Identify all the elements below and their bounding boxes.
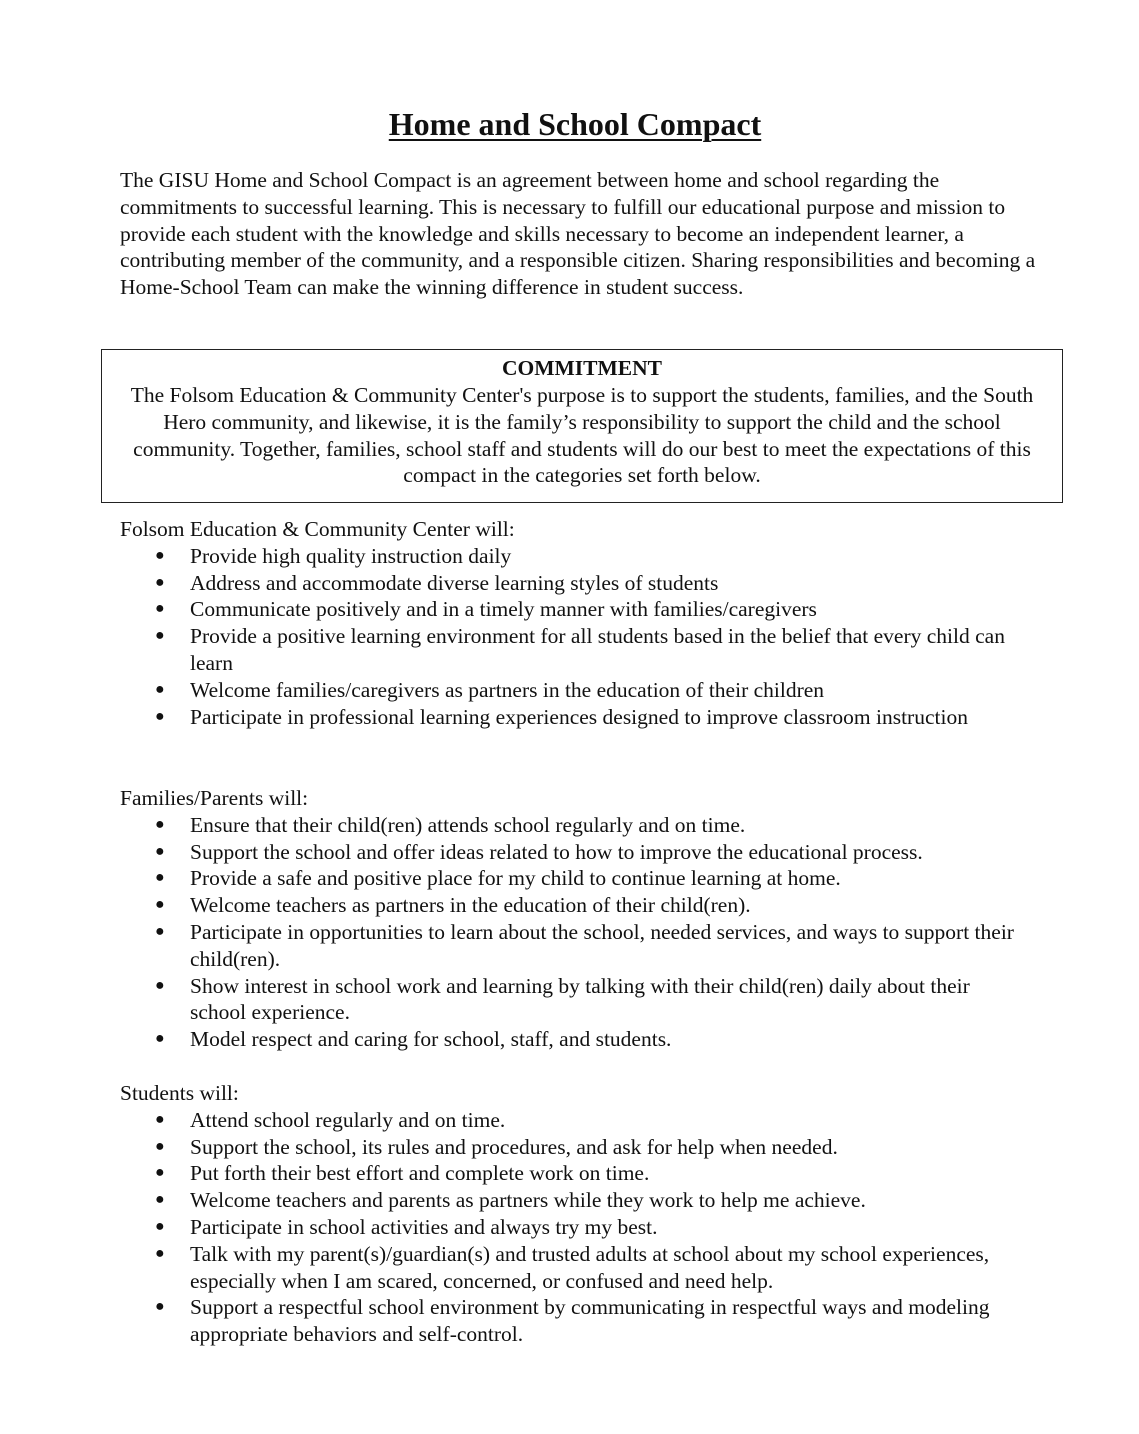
list-item [120, 543, 1020, 570]
bullet-icon: ● [155, 815, 165, 833]
school-list [120, 543, 1020, 731]
bullet-icon: ● [155, 1164, 165, 1182]
list-item-text: Welcome teachers as partners in the education of their child(ren). [190, 893, 751, 918]
list-item [120, 596, 1020, 623]
bullet-icon: ● [155, 869, 165, 887]
list-item-text: Show interest in school work and learning by talking with their child(ren) daily about their school experience. [190, 973, 970, 1025]
bullet-icon: ● [155, 1244, 165, 1262]
intro-paragraph: The GISU Home and School Compact is an agreement between home and school regarding the commitments to successful learning. This is necessary to fulfill our educational purpose and mission to provide each student with the knowledge and skills necessary to become an independent learner, a contributing member of the community, and a responsible citizen. Sharing responsibilities and becoming a Home-School Team can make the winning difference in student success. [120, 168, 1036, 300]
list-item [120, 1294, 1020, 1348]
bullet-icon: ● [155, 546, 165, 564]
list-item [120, 1107, 1020, 1134]
list-item-text: Support the school and offer ideas related to how to improve the educational process. [190, 839, 923, 864]
list-item [120, 570, 1020, 597]
bullet-icon: ● [155, 573, 165, 591]
bullet-icon: ● [155, 627, 165, 645]
list-item [120, 1241, 1020, 1295]
students-list [120, 1107, 1020, 1348]
bullet-icon: ● [155, 707, 165, 725]
list-item-text: Support the school, its rules and procedures, and ask for help when needed. [190, 1134, 838, 1159]
families-section [120, 785, 1020, 1053]
list-item [120, 1134, 1020, 1161]
commitment-heading: COMMITMENT [501, 356, 663, 380]
list-item [120, 1026, 1020, 1053]
bullet-icon: ● [155, 600, 165, 618]
bullet-icon: ● [155, 1137, 165, 1155]
families-list [120, 812, 1020, 1053]
list-item-text: Address and accommodate diverse learning styles of students [190, 570, 719, 595]
commitment-box [101, 349, 1063, 503]
students-section [120, 1080, 1020, 1348]
document-title: Home and School Compact [388, 106, 762, 142]
families-section-heading: Families/Parents will: [120, 786, 309, 810]
list-item-text: Provide high quality instruction daily [190, 543, 512, 568]
bullet-icon: ● [155, 1217, 165, 1235]
bullet-icon: ● [155, 922, 165, 940]
list-item-text: Communicate positively and in a timely manner with families/caregivers [190, 597, 817, 622]
list-item-text: Model respect and caring for school, staff, and students. [190, 1027, 672, 1052]
list-item-text: Participate in professional learning experiences designed to improve classroom instruction [190, 704, 968, 729]
list-item-text: Welcome families/caregivers as partners in the education of their children [190, 677, 825, 702]
list-item [120, 623, 1020, 677]
list-item [120, 812, 1020, 839]
bullet-icon: ● [155, 1298, 165, 1316]
bullet-icon: ● [155, 680, 165, 698]
list-item [120, 892, 1020, 919]
list-item [120, 973, 1020, 1027]
bullet-icon: ● [155, 1030, 165, 1048]
list-item [120, 677, 1020, 704]
list-item [120, 1214, 1020, 1241]
list-item-text: Participate in opportunities to learn about the school, needed services, and ways to support their child(ren). [190, 919, 1014, 971]
bullet-icon: ● [155, 896, 165, 914]
students-section-heading: Students will: [120, 1081, 239, 1105]
list-item-text: Participate in school activities and always try my best. [190, 1214, 658, 1239]
list-item-text: Welcome teachers and parents as partners while they work to help me achieve. [190, 1188, 866, 1213]
list-item-text: Put forth their best effort and complete work on time. [190, 1161, 650, 1186]
bullet-icon: ● [155, 1110, 165, 1128]
list-item-text: Support a respectful school environment by communicating in respectful ways and modeling appropriate behaviors and self-control. [190, 1295, 990, 1347]
list-item [120, 1160, 1020, 1187]
school-section-heading: Folsom Education & Community Center will: [120, 517, 515, 541]
bullet-icon: ● [155, 1191, 165, 1209]
list-item-text: Provide a positive learning environment for all students based in the belief that every child can learn [190, 624, 1005, 675]
commitment-body: The Folsom Education & Community Center's purpose is to support the students, families, and the South Hero community, and likewise, it is the family’s responsibility to support the child and the school community. Together, families, school staff and students will do our best to meet the expectations of this compact in the categories set forth below. [130, 383, 1034, 488]
list-item-text: Talk with my parent(s)/guardian(s) and trusted adults at school about my school experiences, especially when I am scared, concerned, or confused and need help. [190, 1241, 990, 1293]
bullet-icon: ● [155, 842, 165, 860]
list-item-text: Ensure that their child(ren) attends school regularly and on time. [190, 812, 746, 837]
list-item [120, 839, 1020, 866]
list-item [120, 704, 1020, 731]
list-item [120, 1187, 1020, 1214]
list-item [120, 865, 1020, 892]
bullet-icon: ● [155, 976, 165, 994]
list-item-text: Provide a safe and positive place for my child to continue learning at home. [190, 866, 841, 891]
list-item-text: Attend school regularly and on time. [190, 1107, 506, 1132]
list-item [120, 919, 1020, 973]
school-section [120, 516, 1020, 730]
